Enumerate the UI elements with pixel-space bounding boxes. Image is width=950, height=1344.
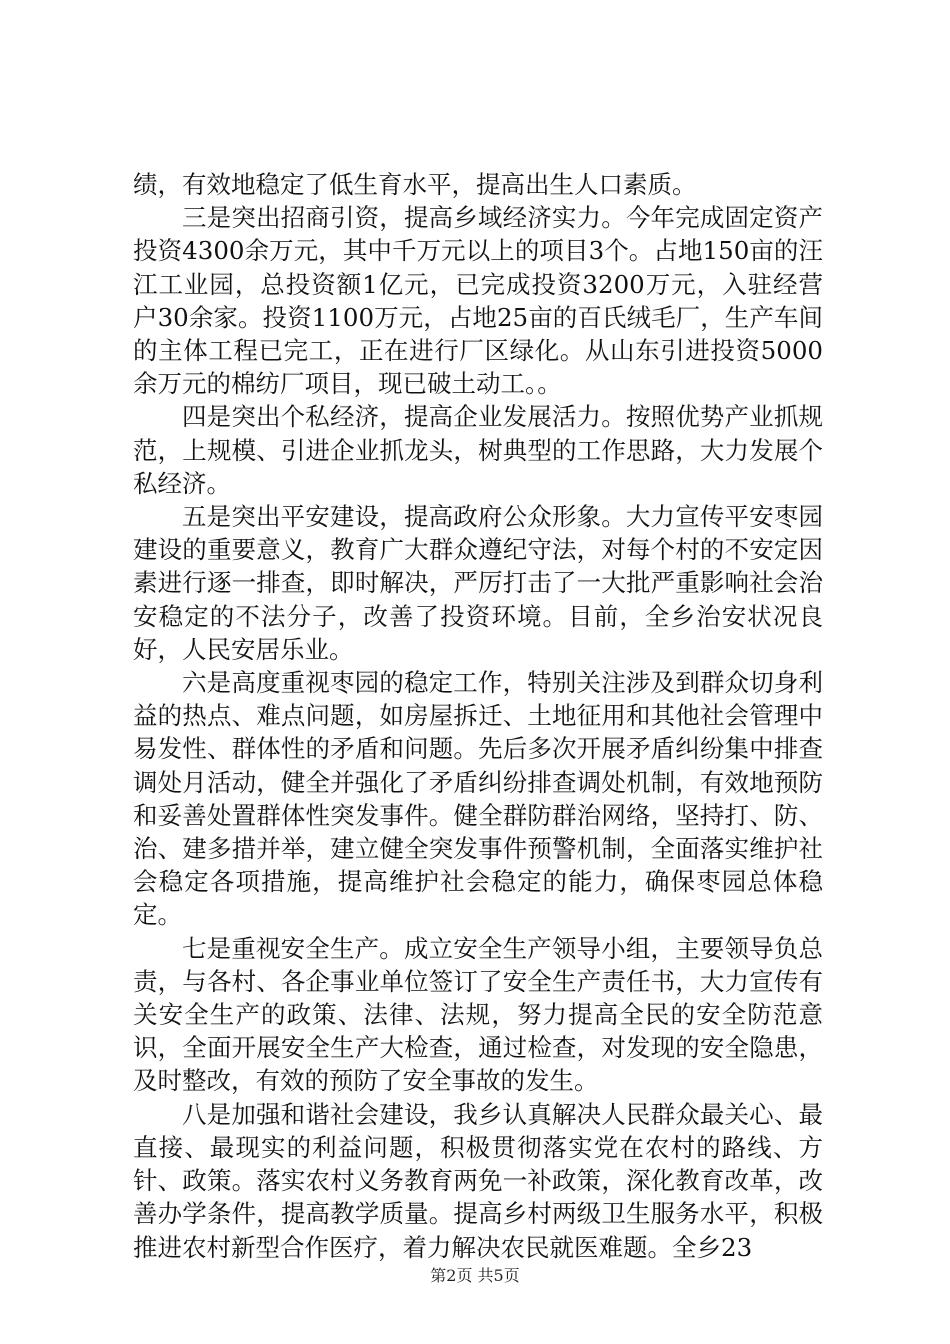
- paragraph-private-economy: 四是突出个私经济，提高企业发展活力。按照优势产业抓规范，上规模、引进企业抓龙头，树典型的工作思路，大力发展个私经济。: [133, 402, 823, 498]
- document-body: [133, 168, 823, 1264]
- paragraph-safety-construction: 五是突出平安建设，提高政府公众形象。大力宣传平安枣园建设的重要意义，教育广大群众遵纪守法，对每个村的不安定因素进行逐一排查，即时解决，严厉打击了一大批严重影响社会治安稳定的不法分子，改善了投资环境。目前，全乡治安状况良好，人民安居乐业。: [133, 502, 823, 664]
- paragraph-continuation: 绩，有效地稳定了低生育水平，提高出生人口素质。: [133, 170, 697, 199]
- paragraph-investment: 三是突出招商引资，提高乡域经济实力。今年完成固定资产投资4300余万元，其中千万元以上的项目3个。占地150亩的汪江工业园，总投资额1亿元，已完成投资3200万元，入驻经营户30余家。投资1100万元，占地25亩的百氏绒毛厂，生产车间的主体工程已完工，正在进行厂区绿化。从山东引进投资5000余万元的棉纺厂项目，现已破土动工。。: [133, 203, 823, 399]
- paragraph-harmonious-society: 八是加强和谐社会建设，我乡认真解决人民群众最关心、最直接、最现实的利益问题，积极贯彻落实党在农村的路线、方针、政策。落实农村义务教育两免一补政策，深化教育改革，改善办学条件，提高教学质量。提高乡村两级卫生服务水平，积极推进农村新型合作医疗，着力解决农民就医难题。全乡23: [133, 1099, 823, 1262]
- paragraph-production-safety: 七是重视安全生产。成立安全生产领导小组，主要领导负总责，与各村、各企事业单位签订了安全生产责任书，大力宣传有关安全生产的政策、法律、法规，努力提高全民的安全防范意识，全面开展安全生产大检查，通过检查，对发现的安全隐患，及时整改，有效的预防了安全事故的发生。: [133, 933, 823, 1096]
- paragraph-stability: 六是高度重视枣园的稳定工作，特别关注涉及到群众切身利益的热点、难点问题，如房屋拆迁、土地征用和其他社会管理中易发性、群体性的矛盾和问题。先后多次开展矛盾纠纷集中排查调处月活动，健全并强化了矛盾纠纷排查调处机制，有效地预防和妥善处置群体性突发事件。健全群防群治网络，坚持打、防、治、建多措并举，建立健全突发事件预警机制，全面落实维护社会稳定各项措施，提高维护社会稳定的能力，确保枣园总体稳定。: [133, 668, 823, 930]
- page-number-footer: 第2页 共5页: [430, 1266, 520, 1285]
